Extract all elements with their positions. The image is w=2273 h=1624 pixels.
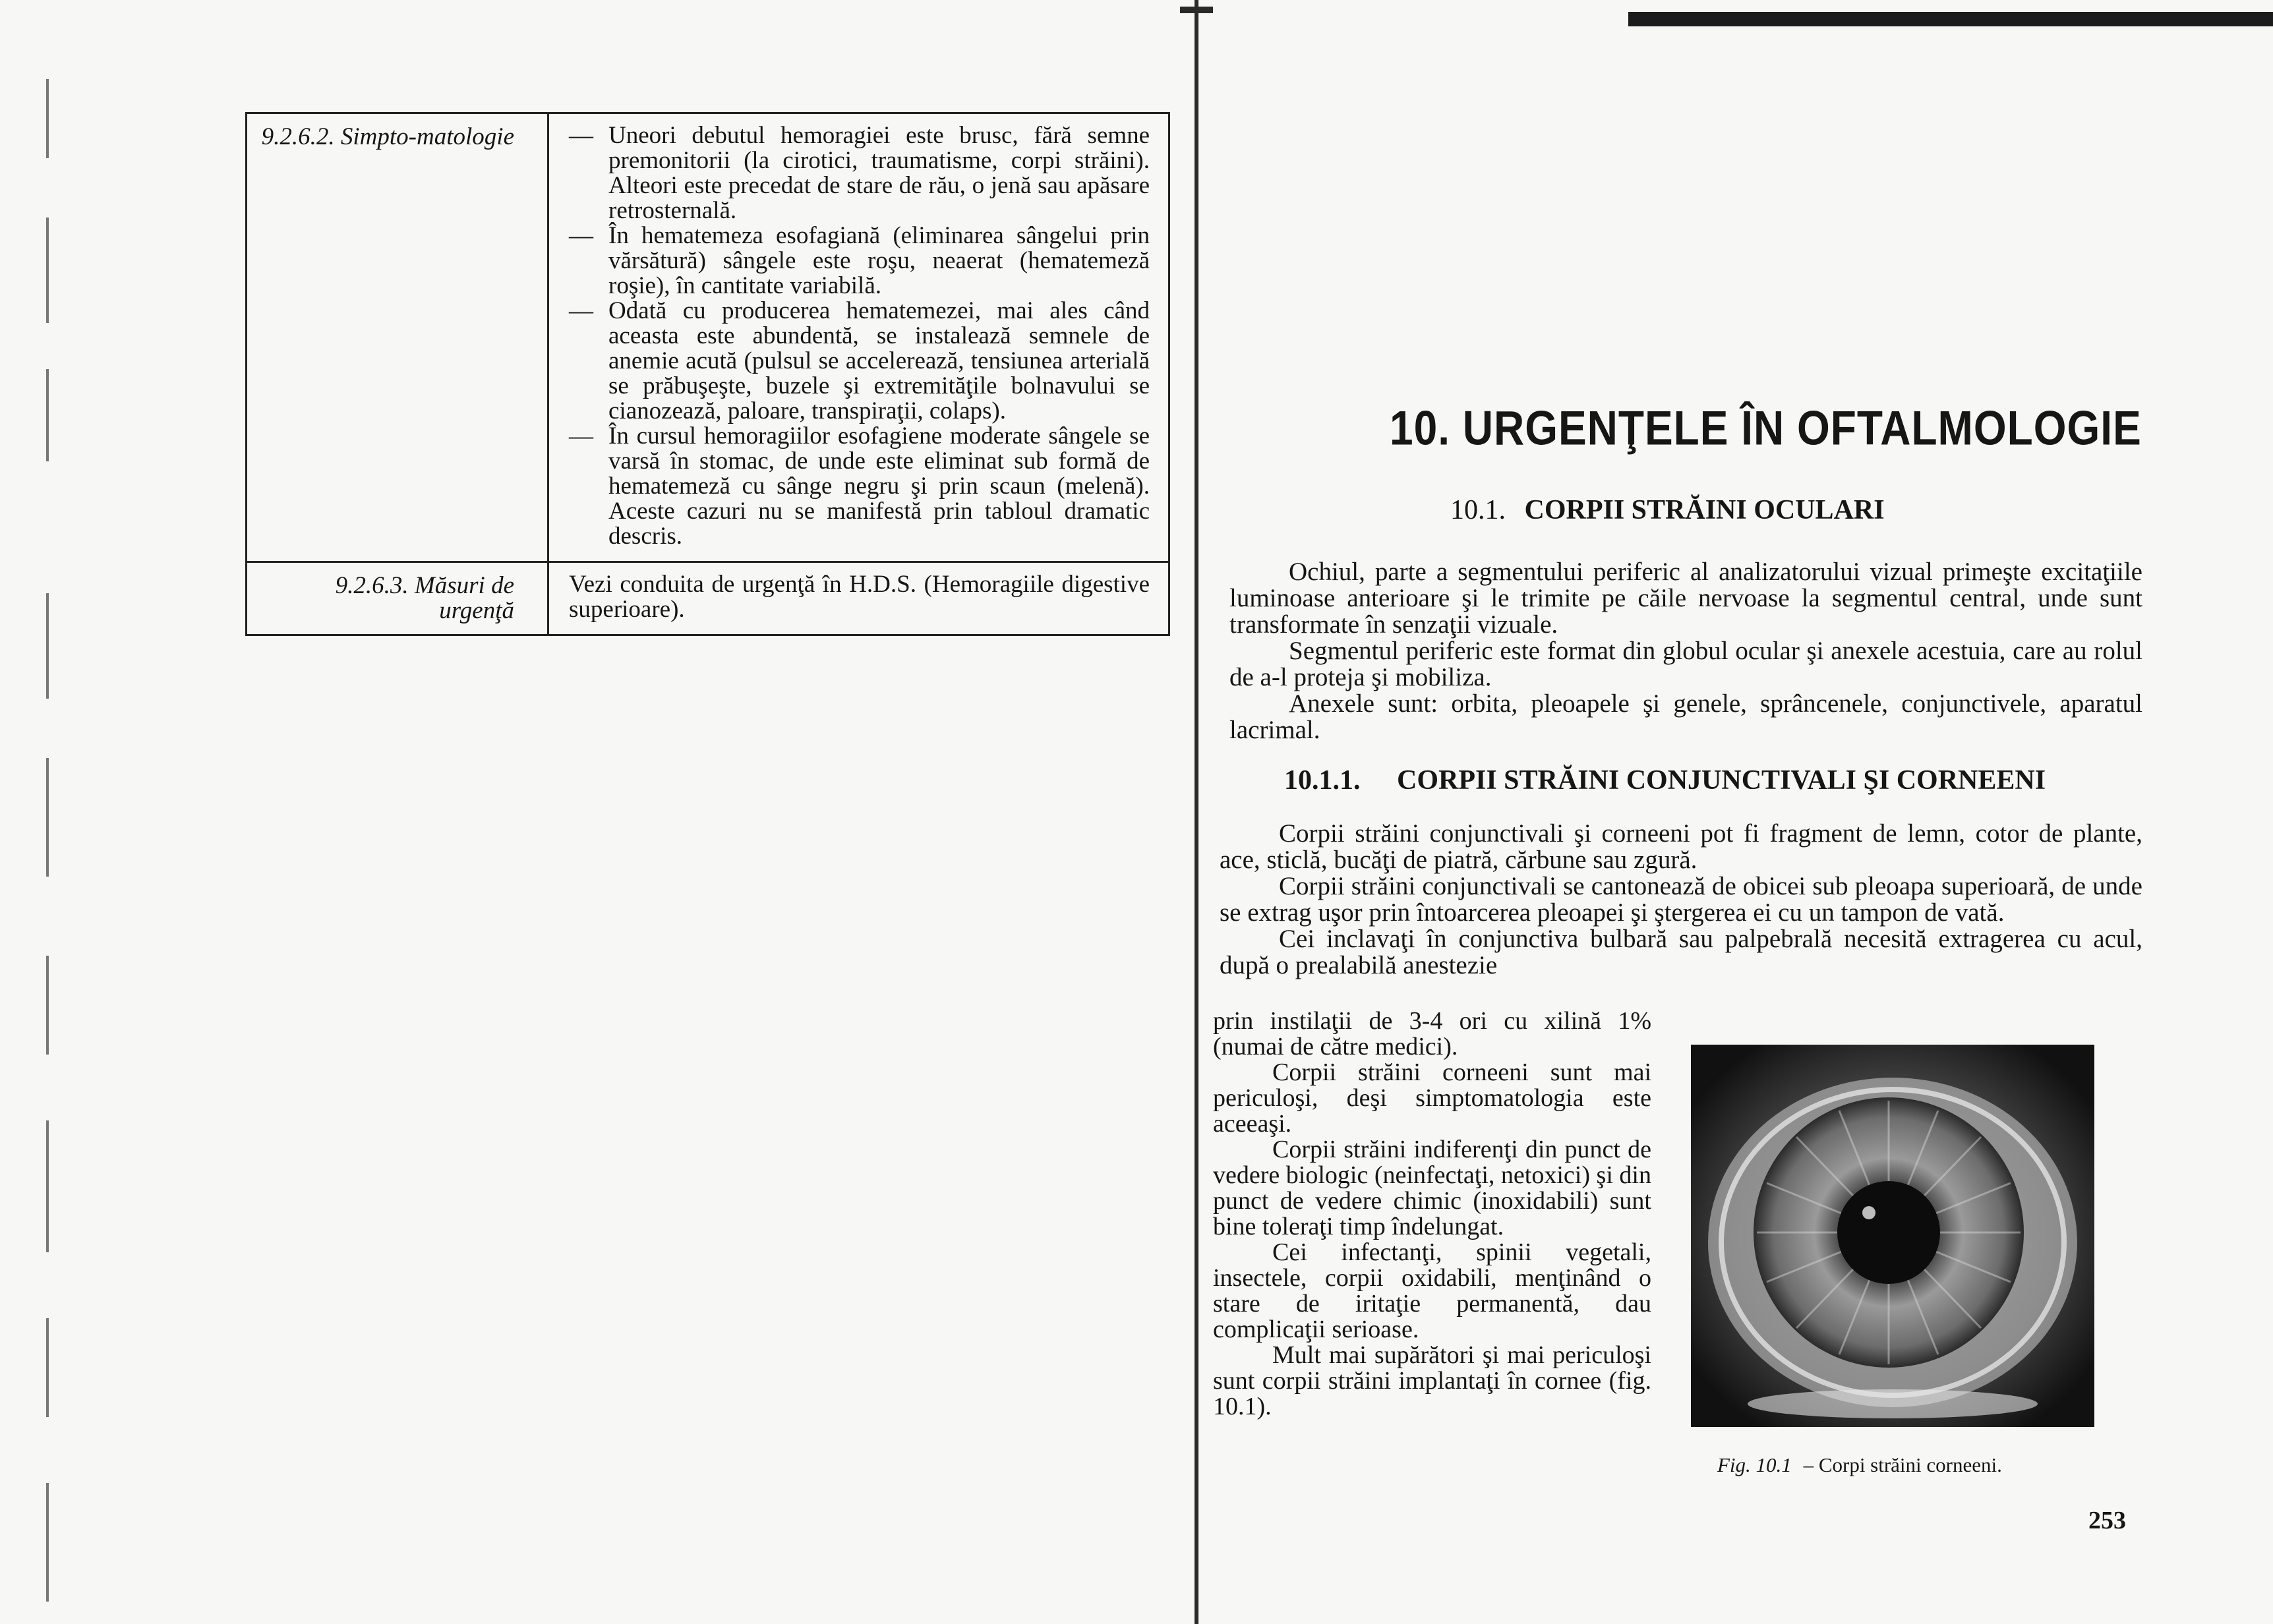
- table-row: [247, 562, 1169, 635]
- page-number: 253: [2088, 1507, 2126, 1534]
- row-content: [548, 113, 1169, 562]
- symptoms-table: [245, 112, 1170, 636]
- paragraph: Mult mai supărători şi mai periculoşi sunt corpii străini implantaţi în cornee (fig. 10.1).: [1213, 1341, 1651, 1420]
- list-item: — În hematemeza esofagiană (eliminarea sângelui prin vărsătură) sângele este roşu, neaerat (hematemeză roşie), în cantitate variabilă.: [569, 222, 1150, 299]
- figure-caption-text: – Corpi străini corneeni.: [1803, 1453, 2002, 1476]
- paragraph: Cei infectanţi, spinii vegetali, insectele, corpii oxidabili, menţinând o stare de iritaţie permanentă, dau complicaţii serioase.: [1213, 1238, 1651, 1343]
- section-heading: [1450, 494, 1885, 526]
- list-item: — Uneori debutul hemoragiei este brusc, fără semne premonitorii (la cirotici, traumatisme, corpi străini). Alteori este precedat de stare de rău, o jenă sau apăsare retrosternală.: [569, 122, 1150, 224]
- paragraph: Corpii străini indiferenţi din punct de vedere biologic (neinfectaţi, netoxici) şi din punct de vedere chimic (inoxidabili) sunt bine toleraţi timp îndelungat.: [1213, 1136, 1651, 1240]
- paragraph: Segmentul periferic este format din globul ocular şi anexele acestuia, care au rolul de a-l proteja şi mobiliza.: [1229, 637, 2142, 691]
- section-number: 10.1.: [1450, 495, 1506, 525]
- table-row: [247, 113, 1169, 562]
- row-content: Vezi conduita de urgenţă în H.D.S. (Hemoragiile digestive superioare).: [548, 562, 1169, 635]
- paragraph: Cei inclavaţi în conjunctiva bulbară sau palpebrală necesită extragerea cu acul, după o prealabilă anestezie: [1220, 925, 2142, 979]
- eye-photo: [1691, 1045, 2094, 1427]
- eye-illustration: [1691, 1045, 2094, 1427]
- figure-label: Fig. 10.1: [1717, 1453, 1792, 1476]
- symptom-list: [569, 123, 1150, 549]
- row-label: 9.2.6.2. Simpto-matologie: [247, 113, 548, 562]
- top-border-shadow: [1628, 12, 2273, 26]
- list-item: — În cursul hemoragiilor esofagiene moderate sângele se varsă în stomac, de unde este eliminat sub formă de hematemeză cu sânge negru şi prin scaun (melenă). Aceste cazuri nu se manifestă prin tabloul dramatic descris.: [569, 422, 1150, 550]
- gutter-mark: [1180, 7, 1213, 13]
- paragraph: Ochiul, parte a segmentului periferic al analizatorului vizual primeşte excitaţiile luminoase anterioare şi le trimite pe căile nervoase la segmentul central, unde sunt transformate în senzaţii vizuale.: [1229, 558, 2142, 639]
- list-item: — Odată cu producerea hematemezei, mai ales când aceasta este abundentă, se instalează semnele de anemie acută (pulsul se accelerează, tensiunea arterială se prăbuşeşte, buzele şi extremităţile bolnavului se cianozează, paloare, transpiraţii, colaps).: [569, 297, 1150, 424]
- book-gutter: [1195, 0, 1198, 1624]
- paragraph: Corpii străini conjunctivali şi corneeni pot fi fragment de lemn, cotor de plante, ace, sticlă, bucăţi de piatră, cărbune sau zgură.: [1220, 819, 2142, 874]
- subsection-title: CORPII STRĂINI CONJUNCTIVALI ŞI CORNEENI: [1397, 765, 2046, 796]
- section-title: CORPII STRĂINI OCULARI: [1524, 495, 1885, 525]
- subsection-heading: [1284, 765, 2046, 796]
- narrow-column-text: [1213, 1008, 1651, 1420]
- paragraph: Anexele sunt: orbita, pleoapele şi genele, sprâncenele, conjunctivele, aparatul lacrimal.: [1229, 689, 2142, 744]
- figure-caption: [1717, 1453, 2002, 1477]
- subsection-text: [1220, 821, 2142, 979]
- chapter-title: 10. URGENŢELE ÎN OFTALMOLOGIE: [1390, 400, 2142, 455]
- paragraph: prin instilaţii de 3-4 ori cu xilină 1% (numai de către medici).: [1213, 1007, 1651, 1060]
- section-text: [1229, 559, 2142, 743]
- paragraph: Corpii străini corneeni sunt mai periculoşi, deşi simptomatologia este aceeaşi.: [1213, 1058, 1651, 1138]
- subsection-number: 10.1.1.: [1284, 765, 1361, 796]
- paragraph: Corpii străini conjunctivali se cantonează de obicei sub pleoapa superioară, de unde se extrag uşor prin întoarcerea pleoapei şi ştergerea ei cu un tampon de vată.: [1220, 872, 2142, 927]
- page-edge-marks: [26, 0, 66, 1624]
- row-label: 9.2.6.3. Măsuri de urgenţă: [247, 562, 548, 635]
